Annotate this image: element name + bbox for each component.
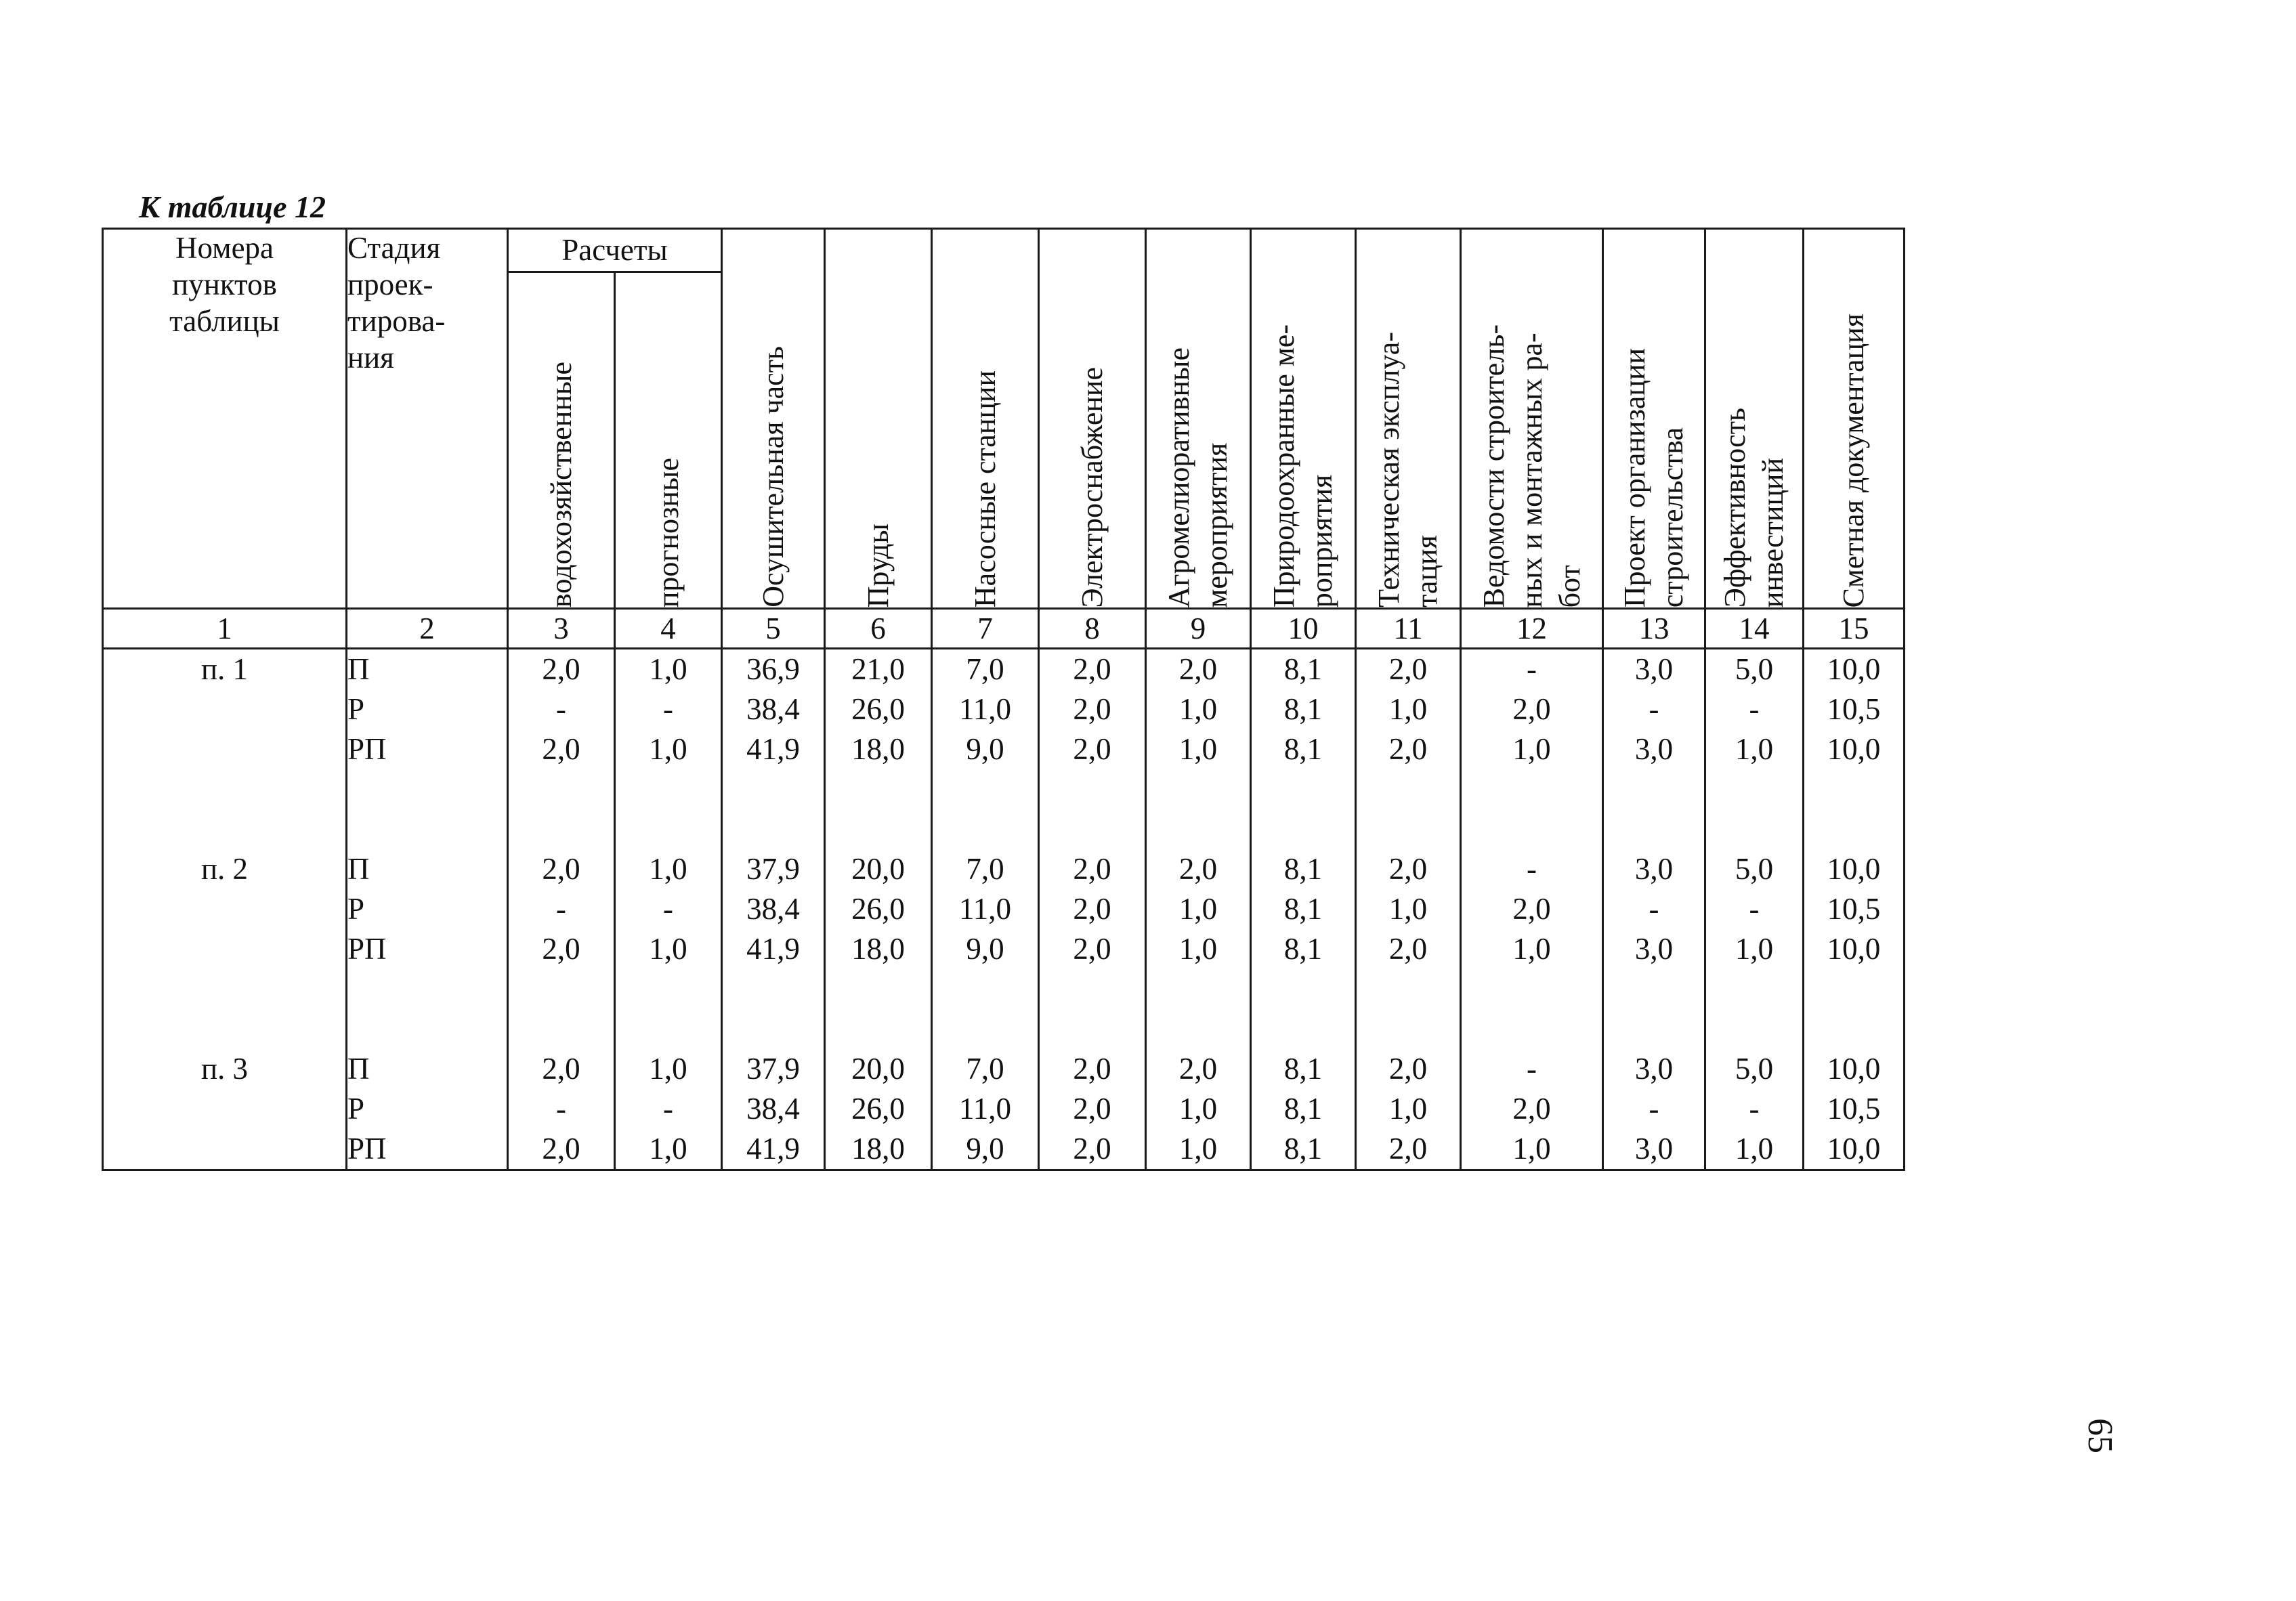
table-cell: 2,0 [542,1132,580,1166]
table-cell: 41,9 [746,1132,800,1166]
table-cell: 38,4 [746,892,800,926]
table-cell: 2,0 [542,852,580,886]
table-cell: 10,0 [1827,932,1881,966]
table-cell: 1,0 [1388,1092,1428,1126]
value-column [1356,649,1461,1170]
table-cell: 1,0 [1388,692,1428,726]
table-cell: 21,0 [851,652,905,686]
header-construction-works-lists: Ведомости строитель- ных и монтажных ра- бот [1461,229,1603,609]
table-cell: - [556,892,566,926]
table-cell: 20,0 [851,852,905,886]
table-cell: 5,0 [1735,852,1774,886]
column-number: 8 [1039,609,1146,649]
table-cell: 1,0 [1512,1132,1551,1166]
header-drainage-part: Осушительная часть [722,229,825,609]
table-cell: 38,4 [746,692,800,726]
item-labels-column [103,649,347,1170]
table-cell: 8,1 [1283,1092,1323,1126]
column-number: 1 [103,609,347,649]
header-estimate-documentation: Сметная документация [1804,229,1905,609]
table-cell: - [1749,892,1760,926]
table-cell: 2,0 [1388,732,1428,766]
table-cell: - [1649,692,1659,726]
table-cell: 37,9 [746,852,800,886]
table-cell: 9,0 [966,932,1004,966]
table-cell: 1,0 [1178,692,1218,726]
table-cell: 18,0 [851,732,905,766]
table-cell: 10,0 [1827,1052,1881,1086]
table-cell: 1,0 [649,1052,687,1086]
column-number: 9 [1146,609,1251,649]
table-cell: 2,0 [1388,1132,1428,1166]
table-cell: 3,0 [1634,732,1674,766]
stages-column [347,649,508,1170]
table-cell: 11,0 [958,892,1012,926]
table-cell: 2,0 [1073,932,1111,966]
column-number: 12 [1461,609,1603,649]
table-cell: 2,0 [1073,732,1111,766]
table-cell: 20,0 [851,1052,905,1086]
table-cell: - [1649,892,1659,926]
value-column [722,649,825,1170]
table-cell: - [1749,692,1760,726]
table-cell: 3,0 [1634,1132,1674,1166]
table-cell: 1,0 [1512,732,1551,766]
table-cell: 1,0 [1178,732,1218,766]
table-cell: 1,0 [649,1132,687,1166]
header-water-management: водохозяйственные [508,272,615,608]
table-cell: 26,0 [851,692,905,726]
table-cell: 1,0 [1512,932,1551,966]
table-cell: - [663,892,673,926]
table-cell: 2,0 [1073,652,1111,686]
table-cell: 2,0 [542,652,580,686]
table-cell: 2,0 [1388,652,1428,686]
table-cell: 26,0 [851,1092,905,1126]
table-cell: - [663,1092,673,1126]
table-cell: 9,0 [966,732,1004,766]
table-cell: 11,0 [958,692,1012,726]
table-cell: 1,0 [649,932,687,966]
table-cell: 2,0 [542,932,580,966]
table-cell: 2,0 [1512,1092,1551,1126]
table-cell: 2,0 [1178,852,1218,886]
table-cell: 18,0 [851,932,905,966]
stage-value: РП [347,1132,387,1166]
table-cell: 1,0 [1178,892,1218,926]
table-cell: 1,0 [1735,932,1774,966]
column-number: 10 [1251,609,1356,649]
table-cell: 10,5 [1827,892,1881,926]
table-cell: - [1527,1052,1537,1086]
table-cell: 1,0 [1178,1132,1218,1166]
column-number: 5 [722,609,825,649]
table-cell: 2,0 [1178,1052,1218,1086]
table-cell: - [663,692,673,726]
value-column [825,649,932,1170]
table-cell: - [1527,652,1537,686]
document-table [102,228,1905,1171]
column-number: 7 [932,609,1039,649]
table-cell: 8,1 [1283,652,1323,686]
stage-value: П [347,1052,370,1086]
table-cell: 2,0 [1073,1092,1111,1126]
table-cell: 10,0 [1827,852,1881,886]
table-cell: 8,1 [1283,932,1323,966]
table-cell: 41,9 [746,932,800,966]
table-cell: 8,1 [1283,1132,1323,1166]
column-numbers-row [103,609,1905,649]
table-cell: 7,0 [966,852,1004,886]
table-cell: 2,0 [542,732,580,766]
value-column [1461,649,1603,1170]
stage-value: Р [347,692,365,726]
column-number: 2 [347,609,508,649]
table-cell: 2,0 [1073,852,1111,886]
value-column [1705,649,1804,1170]
header-agromeliorative-measures: Агромелиоративные мероприятия [1146,229,1251,609]
value-column [508,649,615,1170]
table-cell: 2,0 [1073,892,1111,926]
value-column [1146,649,1251,1170]
column-number: 6 [825,609,932,649]
table-cell: 7,0 [966,652,1004,686]
table-cell: 8,1 [1283,1052,1323,1086]
table-cell: 1,0 [1388,892,1428,926]
table-cell: 9,0 [966,1132,1004,1166]
table-cell: 2,0 [1388,852,1428,886]
table-cell: 8,1 [1283,892,1323,926]
table-cell: 8,1 [1283,692,1323,726]
table-cell: 10,5 [1827,692,1881,726]
header-investment-efficiency: Эффективность инвестиций [1705,229,1804,609]
table-cell: - [1527,852,1537,886]
header-pump-stations: Насосные станции [932,229,1039,609]
table-cell: 1,0 [1178,932,1218,966]
table-cell: 7,0 [966,1052,1004,1086]
stage-value: П [347,652,370,686]
table-cell: - [1749,1092,1760,1126]
table-cell: 2,0 [1178,652,1218,686]
table-cell: 36,9 [746,652,800,686]
table-cell: 3,0 [1634,1052,1674,1086]
table-cell: 10,0 [1827,1132,1881,1166]
column-number: 3 [508,609,615,649]
column-number: 4 [615,609,722,649]
table-caption: К таблице 12 [139,190,326,224]
stage-value: РП [347,932,387,966]
header-calculations-group: Расчеты [508,229,722,272]
table-cell: 18,0 [851,1132,905,1166]
table-cell: 1,0 [1735,732,1774,766]
table-cell: 11,0 [958,1092,1012,1126]
value-column [1603,649,1705,1170]
table-cell: 41,9 [746,732,800,766]
header-environmental-measures: Природоохранные ме- роприятия [1251,229,1356,609]
column-number: 14 [1705,609,1804,649]
table-cell: 37,9 [746,1052,800,1086]
value-column [1251,649,1356,1170]
table-cell: 2,0 [1388,932,1428,966]
stage-value: РП [347,732,387,766]
header-ponds: Пруды [825,229,932,609]
column-number: 13 [1603,609,1705,649]
header-technical-operation: Техническая эксплуа- тация [1356,229,1461,609]
value-column [1039,649,1146,1170]
table-cell: 2,0 [1388,1052,1428,1086]
table-cell: - [1649,1092,1659,1126]
table-cell: 2,0 [1512,892,1551,926]
table-cell: 8,1 [1283,732,1323,766]
table-cell: 1,0 [1178,1092,1218,1126]
table-cell: 2,0 [1073,692,1111,726]
table-cell: 3,0 [1634,932,1674,966]
table-cell: - [556,1092,566,1126]
table-cell: - [556,692,566,726]
stage-value: П [347,852,370,886]
table-cell: 2,0 [1073,1052,1111,1086]
value-column [1804,649,1905,1170]
table-cell: 5,0 [1735,1052,1774,1086]
stage-value: Р [347,892,365,926]
value-column [932,649,1039,1170]
table-cell: 3,0 [1634,652,1674,686]
column-number: 15 [1804,609,1905,649]
header-construction-organization: Проект организации строительства [1603,229,1705,609]
stage-value: Р [347,1092,365,1126]
table-cell: 10,0 [1827,652,1881,686]
table-cell: 1,0 [649,852,687,886]
item-label: п. 2 [200,852,249,886]
table-body-row [103,649,1905,1170]
column-number: 11 [1356,609,1461,649]
table-cell: 10,0 [1827,732,1881,766]
header-power-supply: Электроснабжение [1039,229,1146,609]
item-label: п. 1 [200,652,249,686]
table-cell: 2,0 [1512,692,1551,726]
table-cell: 5,0 [1735,652,1774,686]
table-cell: 3,0 [1634,852,1674,886]
header-design-stage: Стадия проек- тирова- ния [347,229,508,609]
header-item-numbers: Номера пунктов таблицы [103,229,347,609]
table-cell: 1,0 [1735,1132,1774,1166]
table-cell: 2,0 [1073,1132,1111,1166]
value-column [615,649,722,1170]
item-label: п. 3 [200,1052,249,1086]
table-cell: 2,0 [542,1052,580,1086]
table-cell: 26,0 [851,892,905,926]
table-cell: 8,1 [1283,852,1323,886]
header-forecast: прогнозные [615,272,722,608]
table-cell: 10,5 [1827,1092,1881,1126]
table-cell: 1,0 [649,732,687,766]
table-cell: 38,4 [746,1092,800,1126]
page-number: 65 [2081,1418,2119,1453]
table-cell: 1,0 [649,652,687,686]
